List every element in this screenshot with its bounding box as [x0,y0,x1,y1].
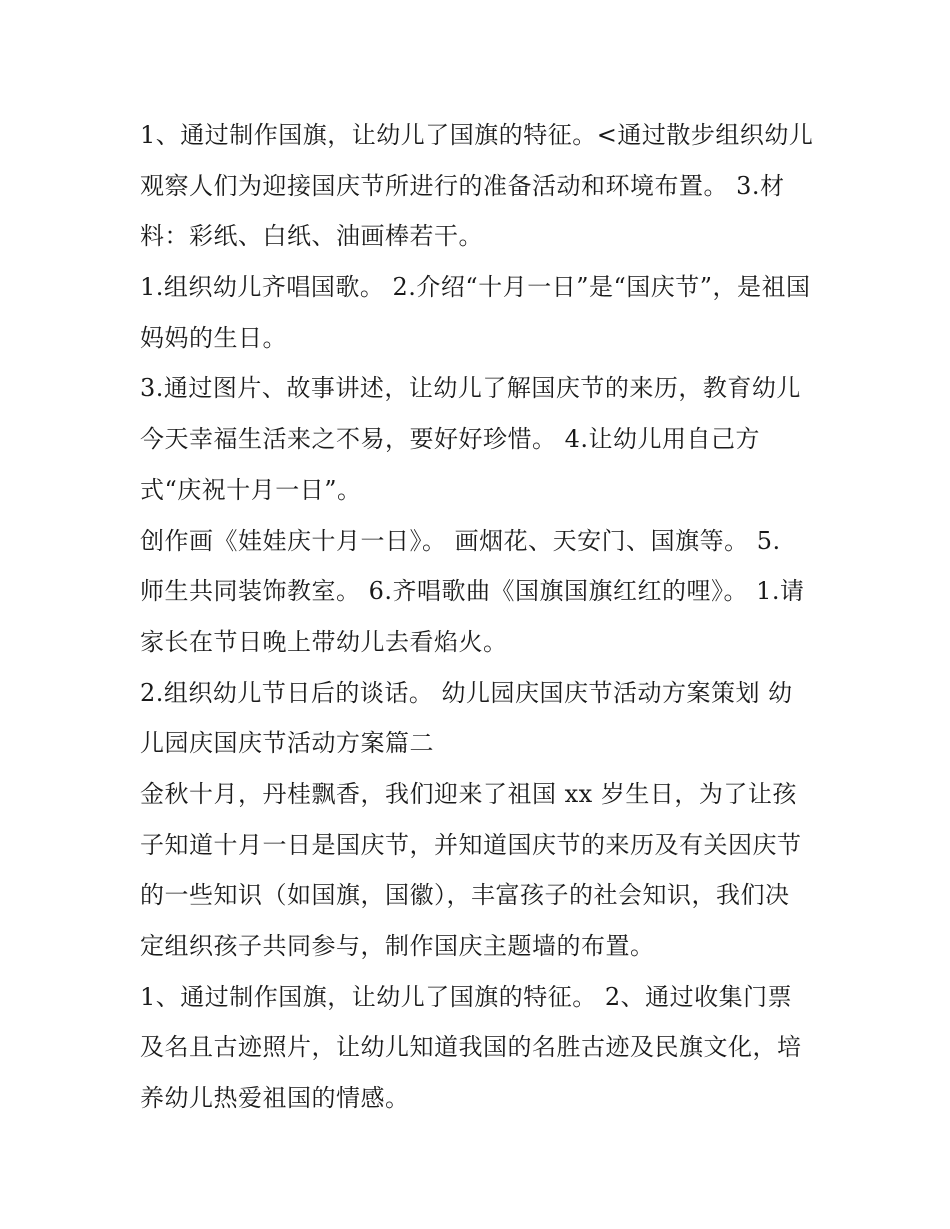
text-line: 3.通过图片、故事讲述，让幼儿了解国庆节的来历，教育幼儿 [140,374,801,403]
text-line: 的一些知识（如国旗，国徽），丰富孩子的社会知识，我们决 [140,881,790,910]
text-line: 料：彩纸、白纸、油画棒若干。 [140,222,483,251]
text-line: 1、通过制作国旗，让幼儿了国旗的特征。<通过散步组织幼儿 [140,121,814,149]
text-line: 1、通过制作国旗，让幼儿了国旗的特征。 2、通过收集门票 [140,982,793,1011]
text-line: 式“庆祝十月一日”。 [140,475,362,504]
text-line: 妈妈的生日。 [140,323,287,352]
text-line: 家长在节日晚上带幼儿去看焰火。 [140,627,508,656]
text-line: 今天幸福生活来之不易，要好好珍惜。 4.让幼儿用自己方 [140,425,761,454]
text-line: 创作画《娃娃庆十月一日》。 画烟花、天安门、国旗等。 5. [140,526,781,555]
text-line: 2.组织幼儿节日后的谈话。 幼儿园庆国庆节活动方案策划 幼 [140,678,793,707]
text-line: 子知道十月一日是国庆节，并知道国庆节的来历及有关因庆节 [140,830,802,859]
text-line: 观察人们为迎接国庆节所进行的准备活动和环境布置。 3.材 [140,171,785,200]
document-body [140,110,820,1124]
text-line: 金秋十月，丹桂飘香，我们迎来了祖国 xx 岁生日，为了让孩 [140,779,797,808]
text-line: 及名且古迹照片，让幼儿知道我国的名胜古迹及民旗文化，培 [140,1033,802,1062]
text-line: 1.组织幼儿齐唱国歌。 2.介绍“十月一日”是“国庆节”，是祖国 [140,273,811,302]
text-line: 儿园庆国庆节活动方案篇二 [140,729,434,758]
text-line: 养幼儿热爱祖国的情感。 [140,1084,410,1113]
text-line: 定组织孩子共同参与，制作国庆主题墙的布置。 [140,932,655,960]
text-line: 师生共同装饰教室。 6.齐唱歌曲《国旗国旗红红的哩》。 1.请 [140,577,805,606]
